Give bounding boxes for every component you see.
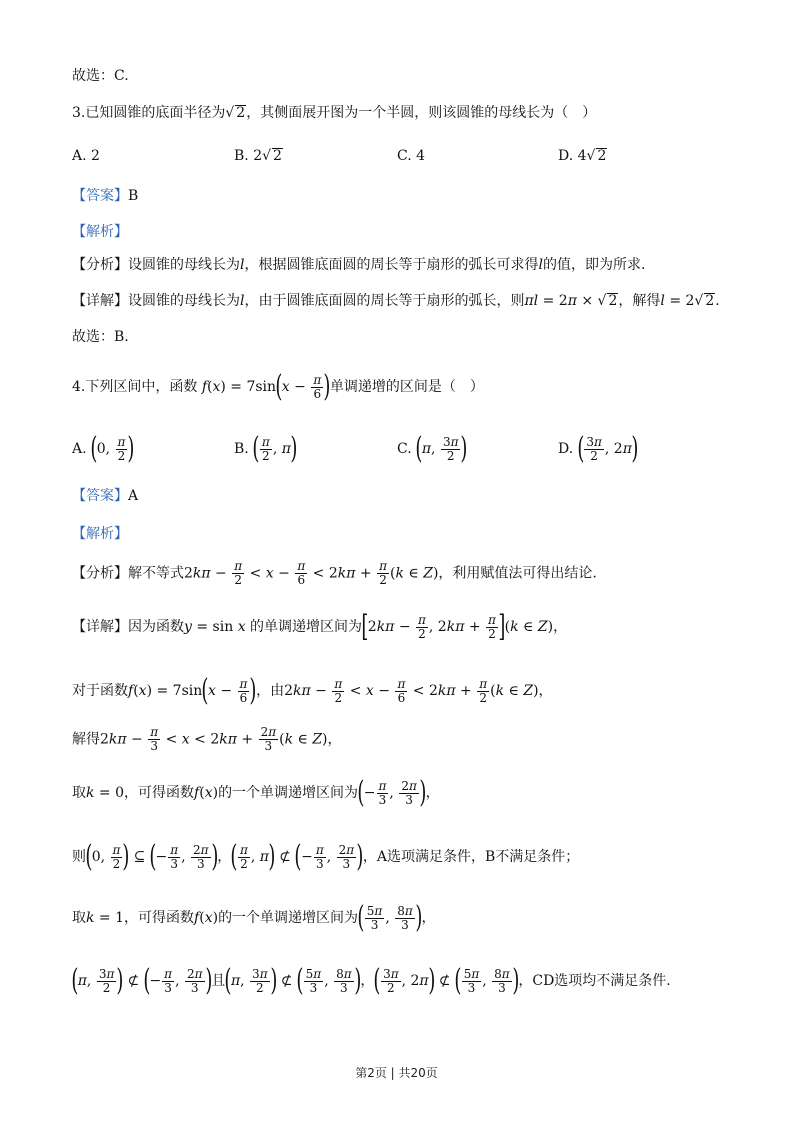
option-d: D. ( $\frac{3\pi}{2}$ , 2π) [558, 431, 639, 466]
analysis-line: 【分析】设圆锥的母线长为l，根据圆锥底面圆的周长等于扇形的弧长可求得l的值，即为所求. [72, 257, 646, 273]
conclusion-c: 故选：C. [72, 68, 129, 84]
solution-line: 取k = 1，可得函数f(x)的一个单调递增区间为( $\frac{5\pi}{3}$ , $\frac{8\pi}{3}$ )， [72, 900, 436, 935]
solution-line: (π, $\frac{3\pi}{2}$ ) ⊄ (− $\frac{\pi}{3}$ , $\frac{2\pi}{3}$ )且(π, $\frac{3\pi}{2}$ ) ⊄ ( $\frac{5\pi}{3}$ , $\frac{8\pi}{3}$ )，( $\frac{3\pi}{2}$ , 2π) ⊄ ( $\frac{5\pi}{3}$ , $\frac{8\pi}{3}$ )，CD选项均不满足条件. [71, 963, 671, 998]
detail-line: 【详解】因为函数y = sin x 的单调递增区间为[2kπ − $\frac{\pi}{2}$ , 2kπ + $\frac{\pi}{2}$ ](k ∈ Z)， [72, 609, 568, 644]
question-number: 3. [72, 105, 86, 121]
option-c: C. 4 [397, 148, 426, 164]
solution-line: 对于函数f(x) = 7sin(x − $\frac{\pi}{6}$ )，由2kπ − $\frac{\pi}{2}$ < x − $\frac{\pi}{6}$ < 2kπ + $\frac{\pi}{2}$ (k ∈ Z)， [72, 673, 553, 708]
answer-value: B [128, 188, 139, 204]
answer-line [72, 186, 138, 206]
option-c: C. (π, $\frac{3\pi}{2}$ ) [397, 431, 468, 466]
answer-line: 【答案】A [72, 488, 139, 504]
question-3: 3.已知圆锥的底面半径为√ 2，其侧面展开图为一个半圆，则该圆锥的母线长为（ ） [72, 105, 597, 121]
solution-line: 取k = 0，可得函数f(x)的一个单调递增区间为(− $\frac{\pi}{3}$ , $\frac{2\pi}{3}$ )， [72, 775, 440, 810]
solution-line: 则(0, $\frac{\pi}{2}$ ) ⊆ (− $\frac{\pi}{3}$ , $\frac{2\pi}{3}$ )，( $\frac{\pi}{2}$ , π) ⊄ (− $\frac{\pi}{3}$ , $\frac{2\pi}{3}$ )，A选项满足条件，B不满足条件； [72, 839, 580, 874]
solution-line: 解得2kπ − $\frac{\pi}{3}$ < x < 2kπ + $\frac{2\pi}{3}$ (k ∈ Z)， [72, 725, 342, 753]
question-4: 4.下列区间中，函数 f(x) = 7sin(x − $\frac{\pi}{6}$ )单调递增的区间是（ ） [72, 369, 484, 404]
answer-tag: 【答案】 [72, 188, 128, 204]
option-b: B. ( $\frac{\pi}{2}$ , π) [234, 431, 298, 466]
analysis-tag: 【解析】 [72, 224, 128, 240]
analysis-tag: 【解析】 [72, 526, 128, 542]
option-a: A. 2 [72, 148, 100, 164]
question-text: ，其侧面展开图为一个半圆，则该圆锥的母线长为（ ） [246, 105, 597, 121]
option-b: B. 2√ 2 [234, 148, 282, 164]
conclusion-b: 故选：B. [72, 329, 129, 345]
option-a: A. (0, $\frac{\pi}{2}$ ) [72, 431, 135, 466]
page-footer: 第2页 | 共20页 [355, 1066, 438, 1080]
option-d: D. 4√ 2 [558, 148, 607, 164]
question-text: 已知圆锥的底面半径为 [85, 105, 226, 121]
analysis-line: 【分析】解不等式2kπ − $\frac{\pi}{2}$ < x − $\frac{\pi}{6}$ < 2kπ + $\frac{\pi}{2}$ (k ∈ Z)，利用赋值法可得出结论. [72, 559, 597, 587]
question-number: 4. [72, 379, 86, 395]
detail-line: 【详解】设圆锥的母线长为l，由于圆锥底面圆的周长等于扇形的弧长，则πl = 2π × √ 2，解得l = 2√ 2. [72, 293, 720, 309]
